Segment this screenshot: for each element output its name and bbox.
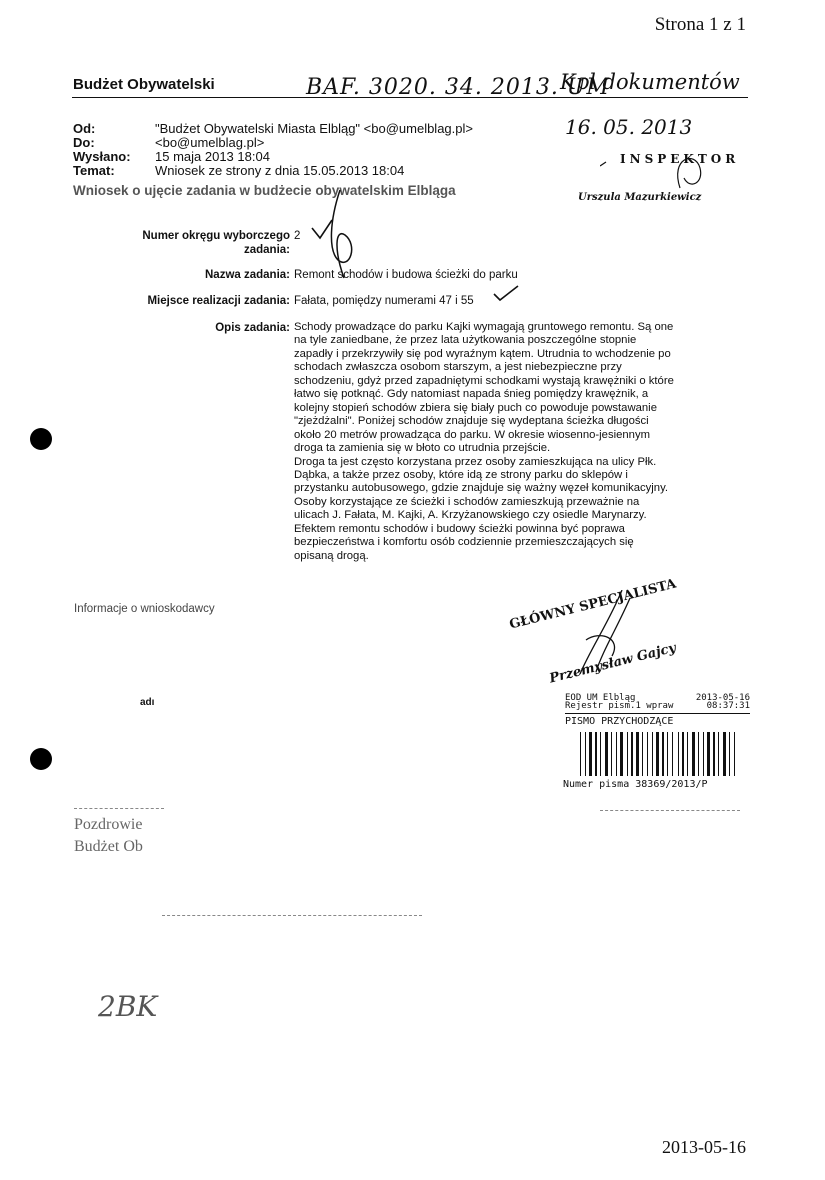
subject-value: Wniosek ze strony z dnia 15.05.2013 18:04 (155, 163, 405, 178)
handwritten-reference: BAF. 3020. 34. 2013. UM (306, 75, 610, 100)
location-value: Fałata, pomiędzy numerami 47 i 55 (294, 295, 474, 307)
handwritten-copy-note: Kpl dokumentów (560, 70, 740, 94)
description-line: kolejny stopień schodów zbiera się biały puch co powoduje powstawanie (294, 401, 657, 414)
barcode-bar (662, 732, 664, 776)
barcode-bar (589, 732, 592, 776)
description-line: Droga ta jest często korzystana przez osoby zamieszkująca na ulicy Płk. (294, 455, 657, 468)
barcode-bar (642, 732, 643, 776)
barcode-bar (631, 732, 633, 776)
description-line: Dąbka, a także przez osoby, które idą ze strony parku do sklepów i (294, 468, 628, 481)
barcode-bar (656, 732, 659, 776)
registry-barcode (580, 732, 738, 776)
registry-office: EOD UM Elbląg (565, 693, 636, 703)
scan-artifact-line (74, 808, 164, 810)
barcode-bar (652, 732, 653, 776)
description-line: droga ta zamienia się w błoto co utrudnia przejście. (294, 442, 551, 455)
barcode-bar (611, 732, 612, 776)
registry-time: 08:37:31 (706, 701, 750, 711)
location-check-mark (492, 284, 522, 304)
description-line: około 20 metrów prowadząca do parku. W okresie wiosenno-jesiennym (294, 428, 651, 441)
punch-hole (30, 428, 52, 450)
description-line: Efektem remontu schodów i budowy ścieżki powinna być poprawa (294, 522, 625, 535)
barcode-bar (687, 732, 688, 776)
description-line: schodach zwłaszcza osobom starszym, a jest niebezpieczne przy (294, 361, 622, 374)
barcode-bar (595, 732, 597, 776)
barcode-bar (667, 732, 668, 776)
district-label-line2: zadania: (243, 244, 290, 256)
barcode-bar (692, 732, 695, 776)
subject-label: Temat: (73, 163, 115, 178)
inspector-signature-mark (600, 148, 730, 198)
registry-date: 2013-05-16 (695, 693, 750, 703)
task-name-label: Nazwa zadania: (205, 269, 290, 281)
barcode-bar (707, 732, 710, 776)
district-label-line1: Numer okręgu wyborczego (142, 230, 290, 242)
punch-hole (30, 748, 52, 770)
email-title: Budżet Obywatelski (73, 76, 215, 93)
to-label: Do: (73, 135, 95, 150)
sent-label: Wysłano: (73, 149, 131, 164)
description-line: przystanku autobusowego, gdzie znajduje się ważny węzeł komunikacyjny. (294, 482, 669, 495)
form-heading: Wniosek o ujęcie zadania w budżecie obywatelskim Elbląga (73, 183, 456, 198)
handwritten-bottom-note: 2BK (98, 990, 158, 1023)
inspector-stamp: INSPEKTOR (620, 152, 740, 166)
barcode-bar (585, 732, 586, 776)
location-label: Miejsce realizacji zadania: (147, 295, 290, 307)
barcode-bar (734, 732, 735, 776)
barcode-bar (605, 732, 608, 776)
description-line: schodzeniu, gdyż przed zapadniętymi schodkami wystają krawężniki o które (294, 374, 674, 387)
inspector-stamp-name: Urszula Mazurkiewicz (578, 192, 702, 203)
district-value: 2 (294, 230, 301, 242)
description-line: na tyle zaniedbane, że przez lata użytkowania poszczególne stopnie (294, 334, 637, 347)
barcode-bar (616, 732, 617, 776)
description-line: Schody prowadzące do parku Kajki wymagają gruntowego remontu. Są one (294, 321, 674, 333)
address-fragment: adı (140, 697, 155, 708)
page-number: Strona 1 z 1 (654, 14, 746, 35)
handwritten-date: 16. 05. 2013 (565, 115, 693, 139)
registry-sub: Rejestr pism.1 wpraw (565, 701, 674, 711)
from-label: Od: (73, 121, 96, 136)
description-line: opisaną drogą. (294, 549, 369, 562)
description-line: łatwo się potknąć. Gdy natomiast napada śnieg pomiędzy krawężnik, a (294, 388, 649, 401)
description-line: "zjeżdżalni". Poniżej schodów znajduje się wydeptana ścieżka długości (294, 415, 649, 428)
barcode-bar (698, 732, 699, 776)
barcode-bar (636, 732, 639, 776)
barcode-bar (627, 732, 628, 776)
description-line: ulicach J. Fałata, M. Kajki, A. Krzyżanowskiego czy osiedle Marynarzy. (294, 509, 647, 522)
document-number (563, 779, 708, 790)
document-number-label: Numer pisma (563, 779, 630, 790)
task-description (294, 321, 734, 563)
barcode-bar (682, 732, 684, 776)
barcode-bar (703, 732, 704, 776)
barcode-bar (713, 732, 715, 776)
task-name-value: Remont schodów i budowa ścieżki do parku (294, 269, 518, 281)
footer-date: 2013-05-16 (662, 1137, 746, 1157)
barcode-bar (723, 732, 726, 776)
barcode-bar (729, 732, 730, 776)
description-line: bezpieczeństwa i komfortu osób codziennie przemieszczających się (294, 536, 634, 549)
chief-specialist-signature (560, 590, 640, 680)
barcode-bar (672, 732, 673, 776)
incoming-label: PISMO PRZYCHODZĄCE (565, 713, 750, 726)
chief-specialist-name: Przemysław Gajcy (548, 640, 678, 687)
chief-specialist-stamp: GŁÓWNY SPECJALISTA (508, 576, 678, 633)
scan-artifact-line (600, 810, 740, 812)
barcode-bar (600, 732, 601, 776)
barcode-bar (718, 732, 719, 776)
description-label: Opis zadania: (215, 322, 290, 334)
description-line: Osoby korzystające ze ścieżki i schodów zamieszkują przeważnie na (294, 495, 640, 508)
document-number-value: 38369/2013/P (635, 779, 708, 790)
barcode-bar (647, 732, 648, 776)
sent-value: 15 maja 2013 18:04 (155, 149, 270, 164)
registry-stamp (565, 694, 750, 726)
barcode-bar (678, 732, 679, 776)
barcode-bar (580, 732, 581, 776)
to-value: <bo@umelblag.pl> (155, 135, 265, 150)
email-header-block (73, 122, 473, 178)
closing-greeting: Pozdrowie (74, 816, 143, 833)
from-value: "Budżet Obywatelski Miasta Elbląg" <bo@umelblag.pl> (155, 121, 473, 136)
applicant-info-heading: Informacje o wnioskodawcy (74, 603, 215, 615)
scan-artifact-line (162, 915, 422, 917)
barcode-bar (620, 732, 623, 776)
signature-check-mark (300, 190, 370, 280)
description-line: zapadły i przekrzywiły się pod wyraźnym kątem. Utrudnia to wchodzenie po (294, 347, 671, 360)
closing-signature: Budżet Ob (74, 838, 143, 855)
